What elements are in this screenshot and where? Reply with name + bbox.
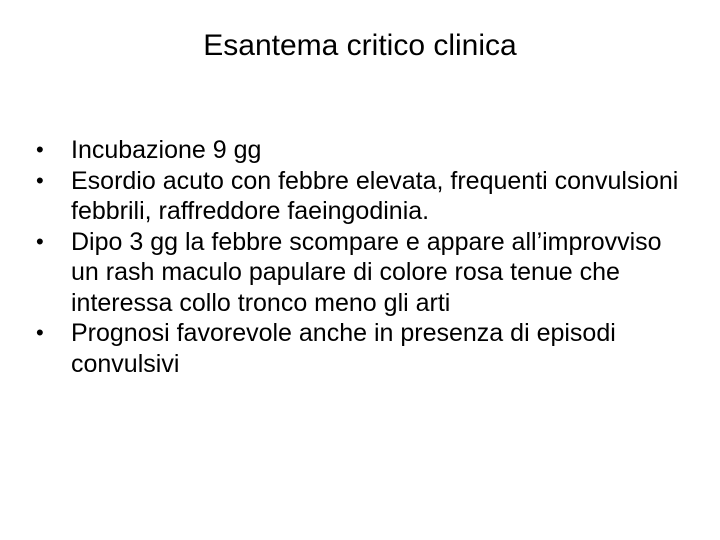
bullet-item-incubazione xyxy=(36,135,686,166)
bullet-item-prognosi xyxy=(36,318,686,379)
bullet-list xyxy=(36,135,686,379)
bullet-text: Prognosi favorevole anche in presenza di episodi convulsivi xyxy=(71,319,616,378)
bullet-item-esordio xyxy=(36,166,686,227)
bullet-dot-icon: • xyxy=(36,228,44,254)
bullet-text: Incubazione 9 gg xyxy=(71,136,262,164)
bullet-dot-icon: • xyxy=(36,167,44,193)
bullet-dot-icon: • xyxy=(36,137,44,162)
bullet-text: Dipo 3 gg la febbre scompare e appare all’improvviso un rash maculo papulare di colore rosa tenue che interessa collo tronco meno gli arti xyxy=(71,227,662,317)
bullet-text: Esordio acuto con febbre elevata, frequenti convulsioni febbrili, raffreddore faeingodinia. xyxy=(71,166,679,225)
bullet-dot-icon: • xyxy=(36,320,44,345)
bullet-item-rash xyxy=(36,227,686,319)
slide-title: Esantema critico clinica xyxy=(203,29,517,62)
